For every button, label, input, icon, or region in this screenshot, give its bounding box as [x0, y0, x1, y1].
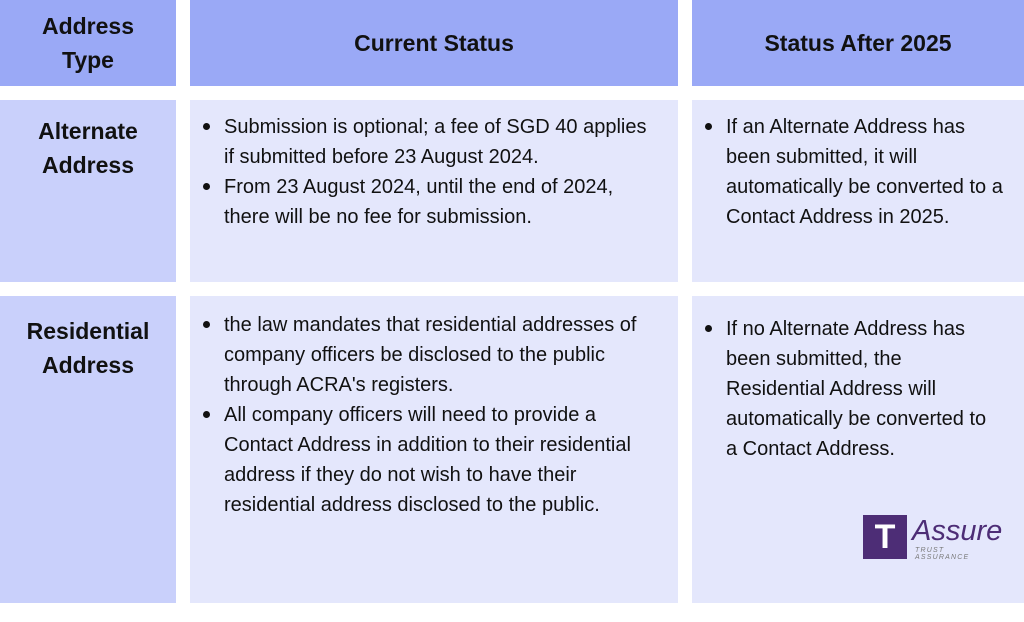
- logo-tagline: TRUST ASSURANCE: [915, 547, 970, 561]
- row-residential-address-label-cell: [0, 296, 176, 603]
- status-after-list: [692, 314, 1000, 464]
- t-assure-logo: [863, 515, 1003, 561]
- logo-mark: T: [863, 515, 907, 559]
- list-item: If no Alternate Address has been submitted, the Residential Address will automatically be converted to a Contact Address.: [692, 314, 1000, 464]
- header-status-after-2025-label: Status After 2025: [764, 30, 952, 56]
- row-alternate-address-current-cell: [190, 100, 678, 282]
- header-status-after-2025: [692, 0, 1024, 86]
- current-status-list: [190, 310, 666, 520]
- row-alternate-address-label-cell: [0, 100, 176, 282]
- status-after-list: [692, 112, 1006, 232]
- header-address-type: [0, 0, 176, 86]
- list-item: From 23 August 2024, until the end of 2024, there will be no fee for submission.: [190, 172, 662, 232]
- logo-wordmark: Assure: [912, 515, 1003, 547]
- row-residential-address-current-cell: [190, 296, 678, 603]
- header-address-type-label: Address Type: [41, 13, 135, 73]
- current-status-list: [190, 112, 662, 232]
- list-item: the law mandates that residential addresses of company officers be disclosed to the public through ACRA's registers.: [190, 310, 666, 400]
- row-label: Alternate Address: [38, 118, 138, 178]
- list-item: All company officers will need to provide a Contact Address in addition to their residential address if they do not wish to have their residential address disclosed to the public.: [190, 400, 666, 520]
- header-current-status: [190, 0, 678, 86]
- list-item: Submission is optional; a fee of SGD 40 applies if submitted before 23 August 2024.: [190, 112, 662, 172]
- row-label: Residential Address: [26, 318, 150, 378]
- row-alternate-address-after-cell: [692, 100, 1024, 282]
- list-item: If an Alternate Address has been submitted, it will automatically be converted to a Contact Address in 2025.: [692, 112, 1006, 232]
- header-current-status-label: Current Status: [354, 30, 514, 56]
